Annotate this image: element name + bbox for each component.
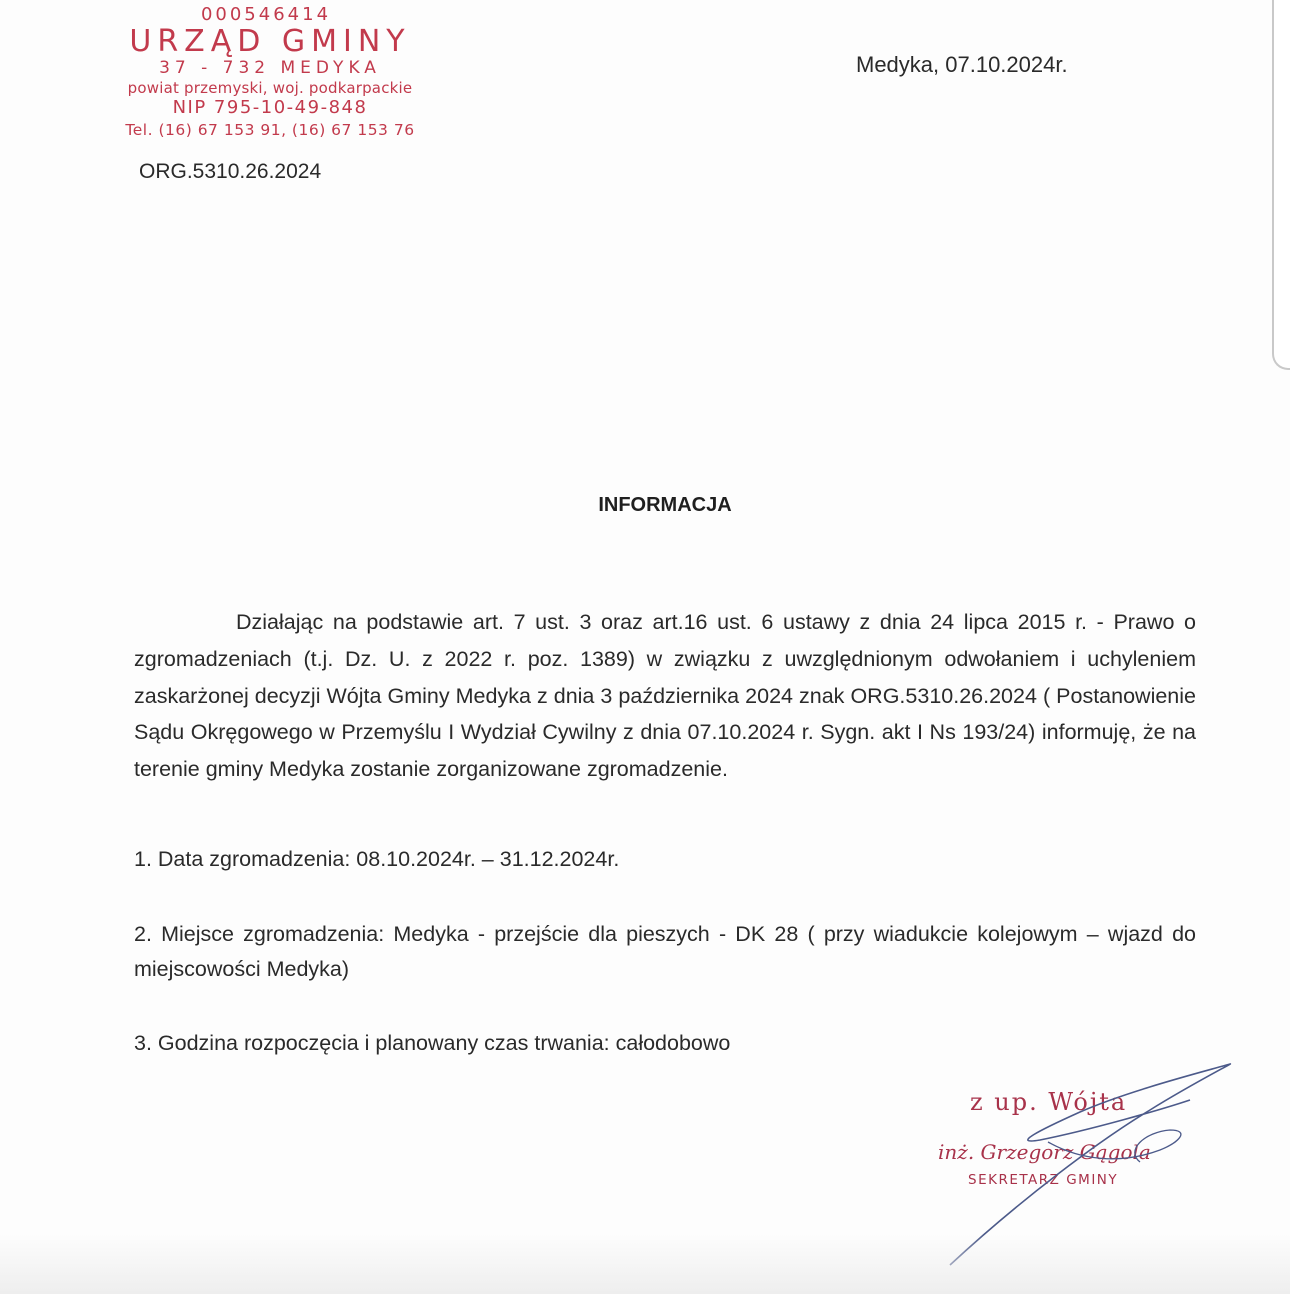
place-date: Medyka, 07.10.2024r.: [856, 52, 1068, 77]
stamp-nip: NIP 795-10-49-848: [172, 97, 368, 118]
office-stamp: [90, 4, 450, 142]
scroll-edge: [1272, 0, 1290, 370]
body-paragraph-text: Działając na podstawie art. 7 ust. 3 oraz art.16 ust. 6 ustawy z dnia 24 lipca 2015 r. - Prawo o zgromadzeniach (t.j. Dz. U. z 2022 r. poz. 1389) w związku z uwzględnionym odwołaniem i uchyleniem zaskarżonej decyzji Wójta Gminy Medyka z dnia 3 października 2024 znak ORG.5310.26.2024 ( Postanowienie Sądu Okręgowego w Przemyślu I Wydział Cywilny z dnia 07.10.2024 r. Sygn. akt I Ns 193/24) informuję, że na terenie gminy Medyka zostanie zorganizowane zgromadzenie.: [134, 610, 1196, 782]
list-item-date: 1. Data zgromadzenia: 08.10.2024r. – 31.12.2024r.: [134, 847, 620, 871]
signature-role: SEKRETARZ GMINY: [968, 1172, 1119, 1188]
bottom-shade: [0, 1234, 1290, 1294]
reference-number: ORG.5310.26.2024: [139, 160, 322, 183]
list-item-time: 3. Godzina rozpoczęcia i planowany czas trwania: całodobowo: [134, 1031, 731, 1055]
document-title: INFORMACJA: [598, 494, 732, 516]
stamp-office-name: URZĄD GMINY: [129, 24, 411, 59]
signature-on-behalf: z up. Wójta: [970, 1088, 1128, 1116]
stamp-phone: Tel. (16) 67 153 91, (16) 67 153 76: [125, 121, 415, 139]
stamp-number: 000546414: [200, 4, 332, 25]
body-paragraph: [134, 604, 1196, 788]
stamp-region: powiat przemyski, woj. podkarpackie: [127, 79, 413, 97]
stamp-postal: 37 - 732 MEDYKA: [159, 58, 381, 78]
signature-name: inż. Grzegorz Gągola: [938, 1140, 1151, 1164]
list-item-place: 2. Miejsce zgromadzenia: Medyka - przejście dla pieszych - DK 28 ( przy wiadukcie kolejowym – wjazd do miejscowości Medyka): [134, 922, 1196, 981]
